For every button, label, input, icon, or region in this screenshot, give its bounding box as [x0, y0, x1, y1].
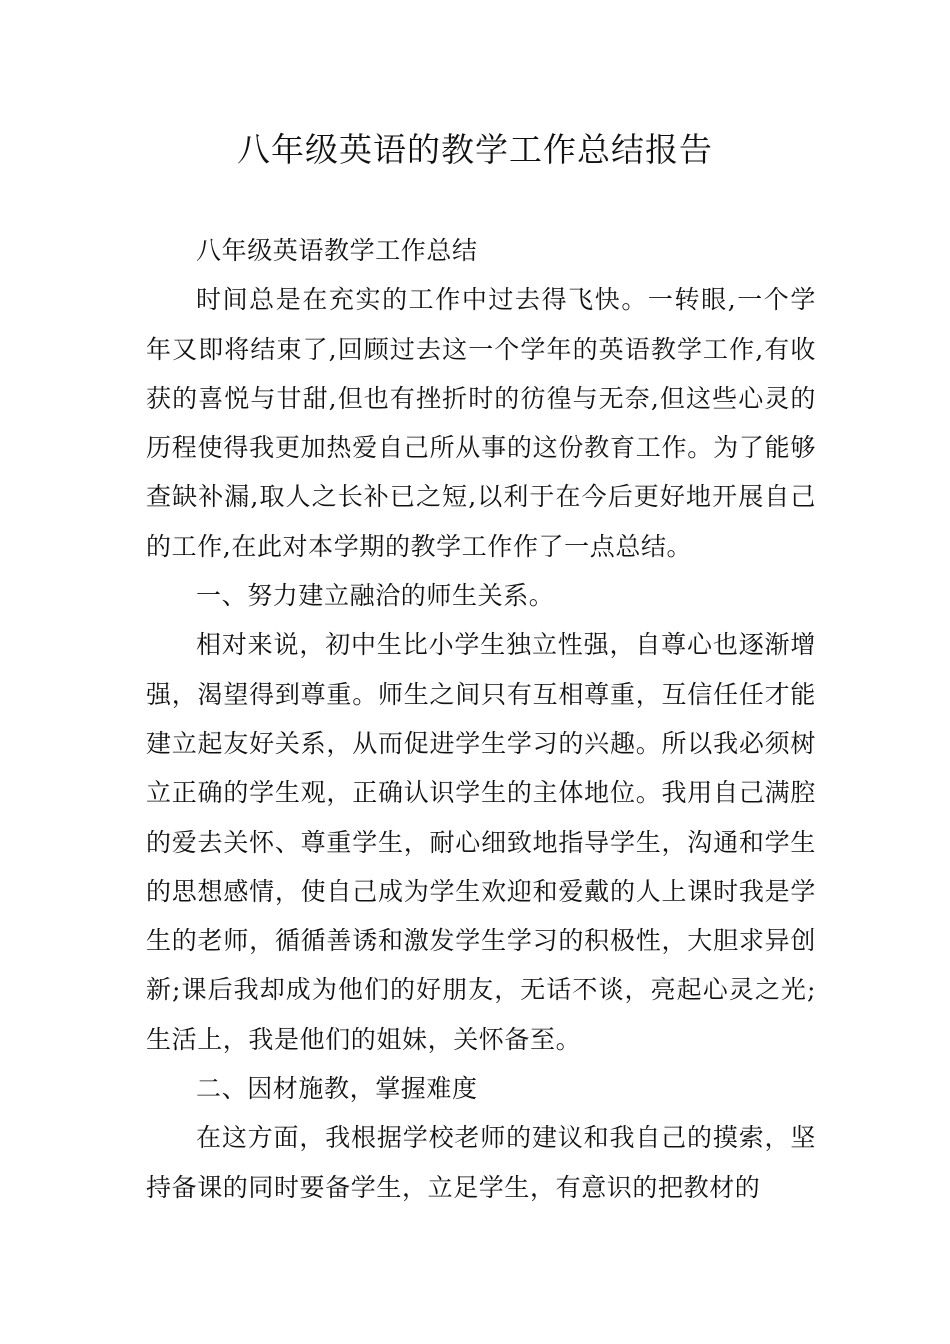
subtitle-paragraph: 八年级英语教学工作总结: [196, 236, 478, 265]
section-2-paragraph: 在这方面，我根据学校老师的建议和我自己的摸索，坚持备课的同时要备学生，立足学生，有意识的把教材的: [146, 1123, 816, 1202]
section-heading-2: 二、因材施教，掌握难度: [196, 1074, 478, 1104]
intro-paragraph: 时间总是在充实的工作中过去得飞快。一转眼,一个学年又即将结束了,回顾过去这一个学年的英语教学工作,有收获的喜悦与甘甜,但也有挫折时的彷徨与无奈,但这些心灵的历程使得我更加热爱自己所从事的这份教育工作。为了能够查缺补漏,取人之长补已之短,以利于在今后更好地开展自己的工作,在此对本学期的教学工作作了一点总结。: [146, 285, 816, 561]
document-title: 八年级英语的教学工作总结报告: [237, 130, 713, 169]
section-heading-1: 一、努力建立融洽的师生关系。: [196, 581, 555, 611]
document-body: [146, 226, 816, 1212]
section-1-paragraph: 相对来说，初中生比小学生独立性强，自尊心也逐渐增强，渴望得到尊重。师生之间只有互相尊重，互信任任才能建立起友好关系，从而促进学生学习的兴趣。所以我必须树立正确的学生观，正确认识学生的主体地位。我用自己满腔的爱去关怀、尊重学生，耐心细致地指导学生，沟通和学生的思想感情，使自己成为学生欢迎和爱戴的人上课时我是学生的老师，循循善诱和激发学生学习的积极性，大胆求异创新;课后我却成为他们的好朋友，无话不谈，亮起心灵之光;生活上，我是他们的姐妹，关怀备至。: [146, 630, 816, 1054]
